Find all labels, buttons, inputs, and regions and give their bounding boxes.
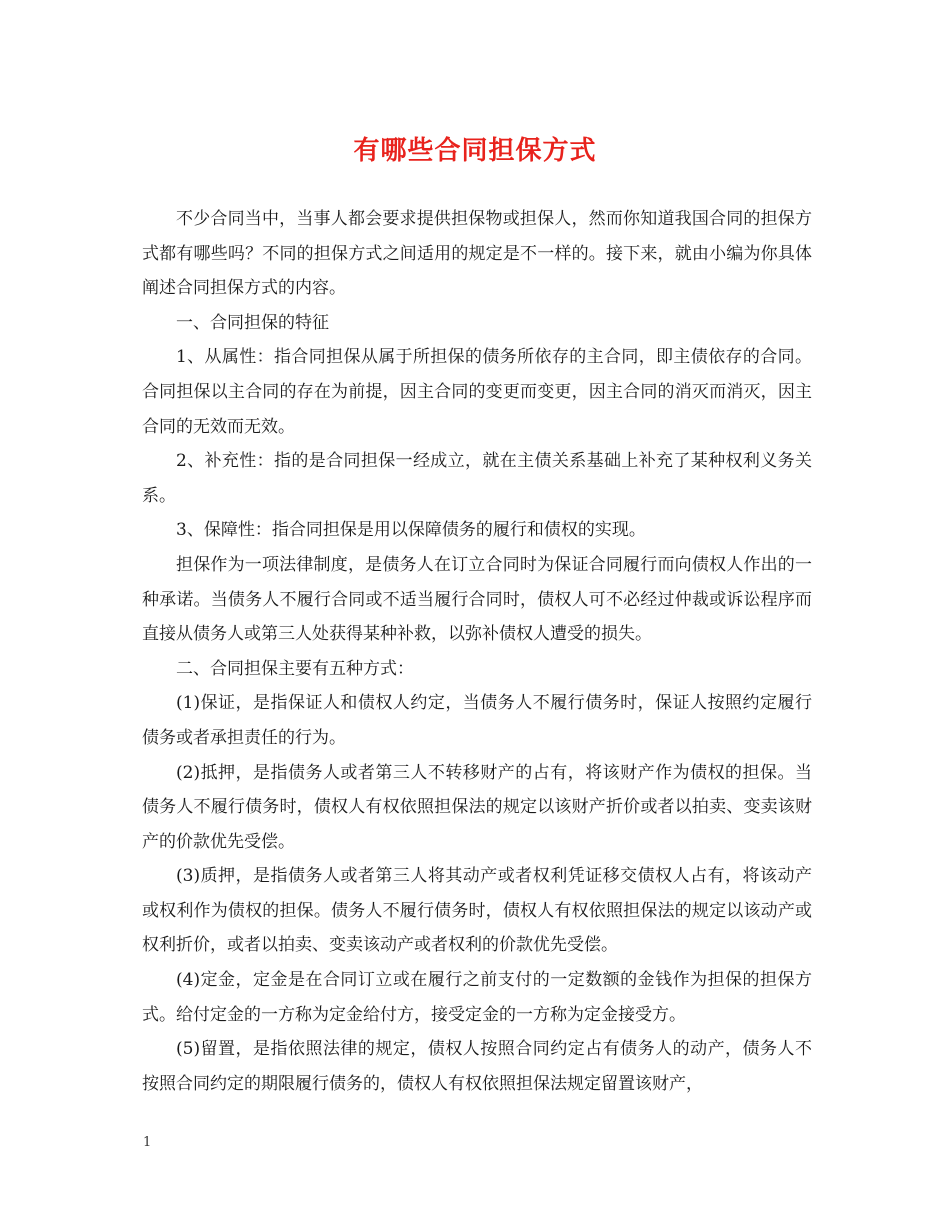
paragraph-feature-2: 2、补充性：指的是合同担保一经成立，就在主债关系基础上补充了某种权利义务关系。 bbox=[142, 451, 812, 506]
paragraph-intro: 不少合同当中，当事人都会要求提供担保物或担保人，然而你知道我国合同的担保方式都有哪些吗？不同的担保方式之间适用的规定是不一样的。接下来，就由小编为你具体阐述合同担保方式的内容。 bbox=[142, 209, 812, 299]
paragraph-feature-1: 1、从属性：指合同担保从属于所担保的债务所依存的主合同，即主债依存的合同。合同担保以主合同的存在为前提，因主合同的变更而变更，因主合同的消灭而消灭，因主合同的无效而无效。 bbox=[142, 347, 812, 437]
paragraph-feature-3: 3、保障性：指合同担保是用以保障债务的履行和债权的实现。 bbox=[176, 520, 646, 541]
document-title: 有哪些合同担保方式 bbox=[353, 136, 597, 166]
heading-features: 一、合同担保的特征 bbox=[176, 312, 329, 333]
page-number: 1 bbox=[143, 1135, 152, 1150]
paragraph-method-3: (3)质押，是指债务人或者第三人将其动产或者权利凭证移交债权人占有，将该动产或权利作为债权的担保。债务人不履行债务时，债权人有权依照担保法的规定以该动产或权利折价，或者以拍卖、变卖该动产或者权利的价款优先受偿。 bbox=[142, 866, 812, 956]
paragraph-method-5: (5)留置，是指依照法律的规定，债权人按照合同约定占有债务人的动产，债务人不按照合同约定的期限履行债务的，债权人有权依照担保法规定留置该财产， bbox=[142, 1039, 812, 1094]
paragraph-method-4: (4)定金，定金是在合同订立或在履行之前支付的一定数额的金钱作为担保的担保方式。给付定金的一方称为定金给付方，接受定金的一方称为定金接受方。 bbox=[142, 970, 812, 1025]
paragraph-method-2: (2)抵押，是指债务人或者第三人不转移财产的占有，将该财产作为债权的担保。当债务人不履行债务时，债权人有权依照担保法的规定以该财产折价或者以拍卖、变卖该财产的价款优先受偿。 bbox=[142, 762, 812, 852]
heading-five-methods: 二、合同担保主要有五种方式： bbox=[176, 658, 414, 679]
paragraph-method-1: (1)保证，是指保证人和债权人约定，当债务人不履行债务时，保证人按照约定履行债务或者承担责任的行为。 bbox=[142, 693, 812, 748]
document-body bbox=[142, 202, 812, 1101]
paragraph-guarantee-definition: 担保作为一项法律制度，是债务人在订立合同时为保证合同履行而向债权人作出的一种承诺。当债务人不履行合同或不适当履行合同时，债权人可不必经过仲裁或诉讼程序而直接从债务人或第三人处获得某种补救，以弥补债权人遭受的损失。 bbox=[142, 554, 812, 645]
